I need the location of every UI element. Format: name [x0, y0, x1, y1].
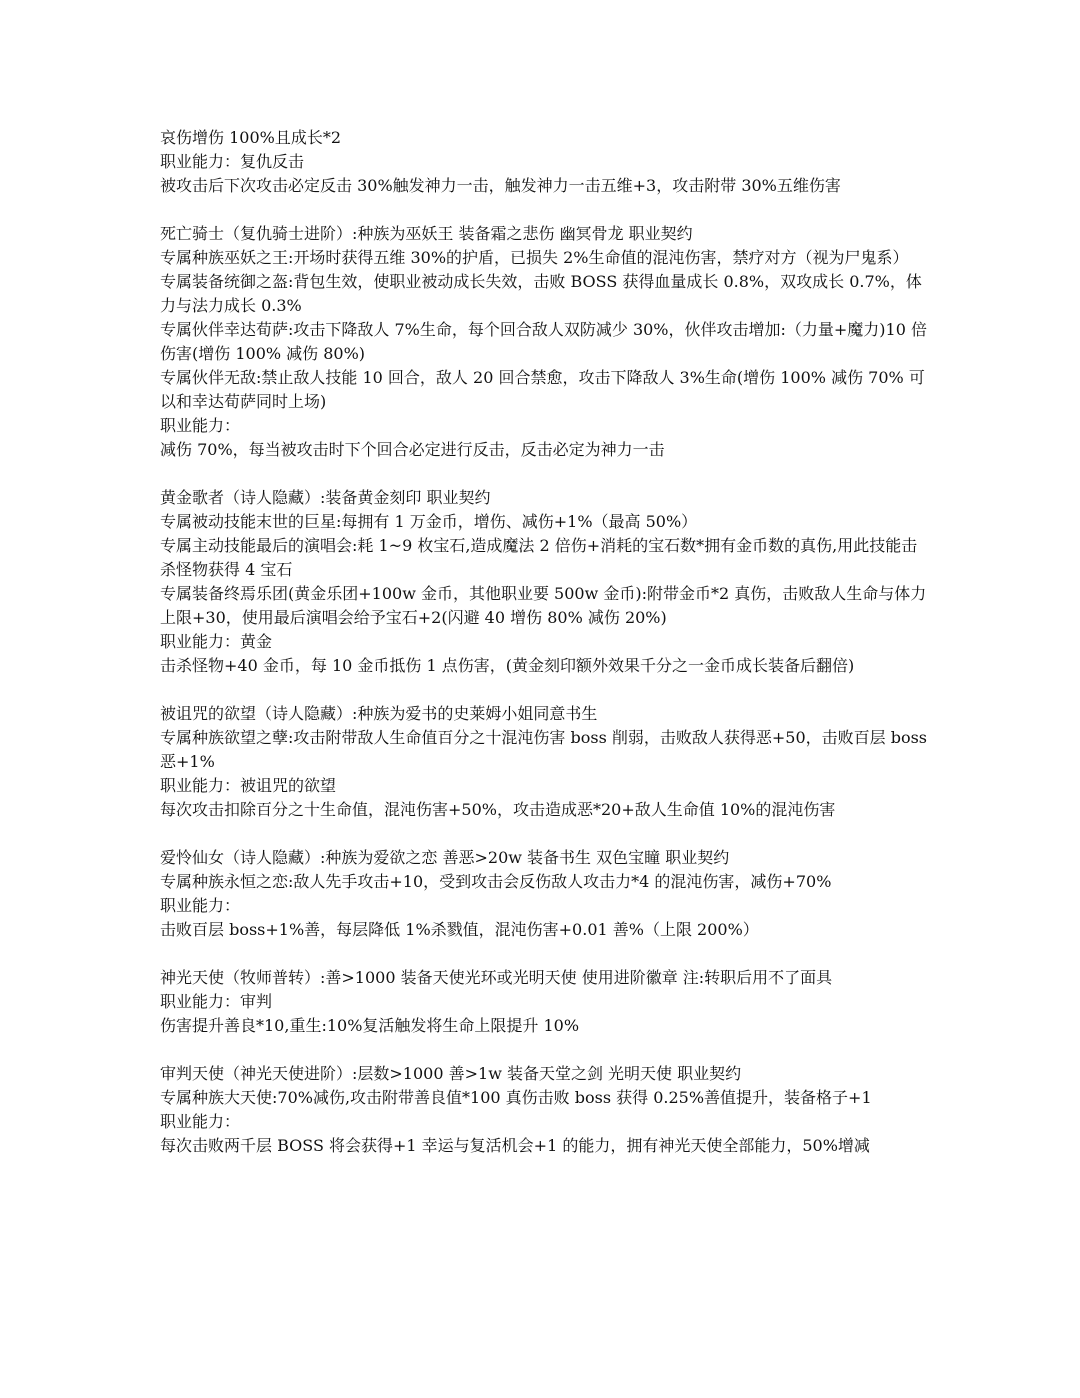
section-golden-singer: [160, 486, 928, 678]
section-heading: 黄金歌者（诗人隐藏）:装备黄金刻印 职业契约: [160, 488, 491, 507]
section-heading: 审判天使（神光天使进阶）:层数>1000 善>1w 装备天堂之剑 光明天使 职业契约: [160, 1064, 742, 1083]
text-line: 职业能力：被诅咒的欲望: [160, 776, 337, 795]
section-fairy: [160, 846, 928, 942]
text-line: 职业能力：黄金: [160, 632, 273, 651]
section-heading: 爱怜仙女（诗人隐藏）:种族为爱欲之恋 善恶>20w 装备书生 双色宝瞳 职业契约: [160, 848, 730, 867]
text-line: 职业能力：审判: [160, 992, 273, 1011]
text-line: 击杀怪物+40 金币，每 10 金币抵伤 1 点伤害，(黄金刻印额外效果千分之一金币成长装备后翻倍): [160, 656, 855, 675]
text-line: 被攻击后下次攻击必定反击 30%触发神力一击，触发神力一击五维+3，攻击附带 30%五维伤害: [160, 176, 841, 195]
section-death-knight: [160, 222, 928, 462]
text-line: 职业能力：复仇反击: [160, 152, 305, 171]
text-line: 专属伙伴无敌:禁止敌人技能 10 回合，敌人 20 回合禁愈，攻击下降敌人 3%生命(增伤 100% 减伤 70% 可以和幸达荀萨同时上场): [160, 368, 925, 411]
text-line: 专属伙伴幸达荀萨:攻击下降敌人 7%生命，每个回合敌人双防减少 30%，伙伴攻击增加:（力量+魔力)10 倍伤害(增伤 100% 减伤 80%): [160, 320, 927, 363]
section-divine-angel: [160, 966, 928, 1038]
text-line: 每次攻击扣除百分之十生命值，混沌伤害+50%，攻击造成恶*20+敌人生命值 10%的混沌伤害: [160, 800, 836, 819]
text-line: 击败百层 boss+1%善，每层降低 1%杀戮值，混沌伤害+0.01 善%（上限 200%）: [160, 920, 759, 939]
text-line: 专属被动技能末世的巨星:每拥有 1 万金币，增伤、减伤+1%（最高 50%）: [160, 512, 698, 531]
section-fuchou-tail: [160, 126, 928, 198]
text-line: 专属装备统御之盔:背包生效，使职业被动成长失效，击败 BOSS 获得血量成长 0.8%，双攻成长 0.7%，体力与法力成长 0.3%: [160, 272, 922, 315]
text-line: 伤害提升善良*10,重生:10%复活触发将生命上限提升 10%: [160, 1016, 580, 1035]
text-line: 专属种族巫妖之王:开场时获得五维 30%的护盾，已损失 2%生命值的混沌伤害，禁疗对方（视为尸鬼系）: [160, 248, 909, 267]
document-body: [160, 126, 933, 1182]
text-line: 哀伤增伤 100%且成长*2: [160, 128, 342, 147]
text-line: 专属种族永恒之恋:敌人先手攻击+10，受到攻击会反伤敌人攻击力*4 的混沌伤害，减伤+70%: [160, 872, 832, 891]
text-line: 专属主动技能最后的演唱会:耗 1~9 枚宝石,造成魔法 2 倍伤+消耗的宝石数*拥有金币数的真伤,用此技能击杀怪物获得 4 宝石: [160, 536, 918, 579]
text-line: 专属种族大天使:70%减伤,攻击附带善良值*100 真伤击败 boss 获得 0.25%善值提升，装备格子+1: [160, 1088, 872, 1107]
section-heading: 被诅咒的欲望（诗人隐藏）:种族为爱书的史莱姆小姐同意书生: [160, 704, 598, 723]
text-line: 职业能力：: [160, 416, 241, 435]
section-cursed-desire: [160, 702, 933, 822]
text-line: 每次击败两千层 BOSS 将会获得+1 幸运与复活机会+1 的能力，拥有神光天使全部能力，50%增减: [160, 1136, 870, 1155]
text-line: 专属种族欲望之孽:攻击附带敌人生命值百分之十混沌伤害 boss 削弱，击败敌人获得恶+50，击败百层 boss 恶+1%: [160, 728, 933, 771]
text-line: 职业能力：: [160, 896, 241, 915]
section-judgment-angel: [160, 1062, 928, 1158]
text-line: 专属装备终焉乐团(黄金乐团+100w 金币，其他职业要 500w 金币):附带金币*2 真伤，击败敌人生命与体力上限+30，使用最后演唱会给予宝石+2(闪避 40 增伤 80% 减伤 20%): [160, 584, 927, 627]
section-heading: 神光天使（牧师普转）:善>1000 装备天使光环或光明天使 使用进阶徽章 注:转职后用不了面具: [160, 968, 833, 987]
section-heading: 死亡骑士（复仇骑士进阶）:种族为巫妖王 装备霜之悲伤 幽冥骨龙 职业契约: [160, 224, 693, 243]
text-line: 职业能力：: [160, 1112, 241, 1131]
text-line: 减伤 70%，每当被攻击时下个回合必定进行反击，反击必定为神力一击: [160, 440, 665, 459]
